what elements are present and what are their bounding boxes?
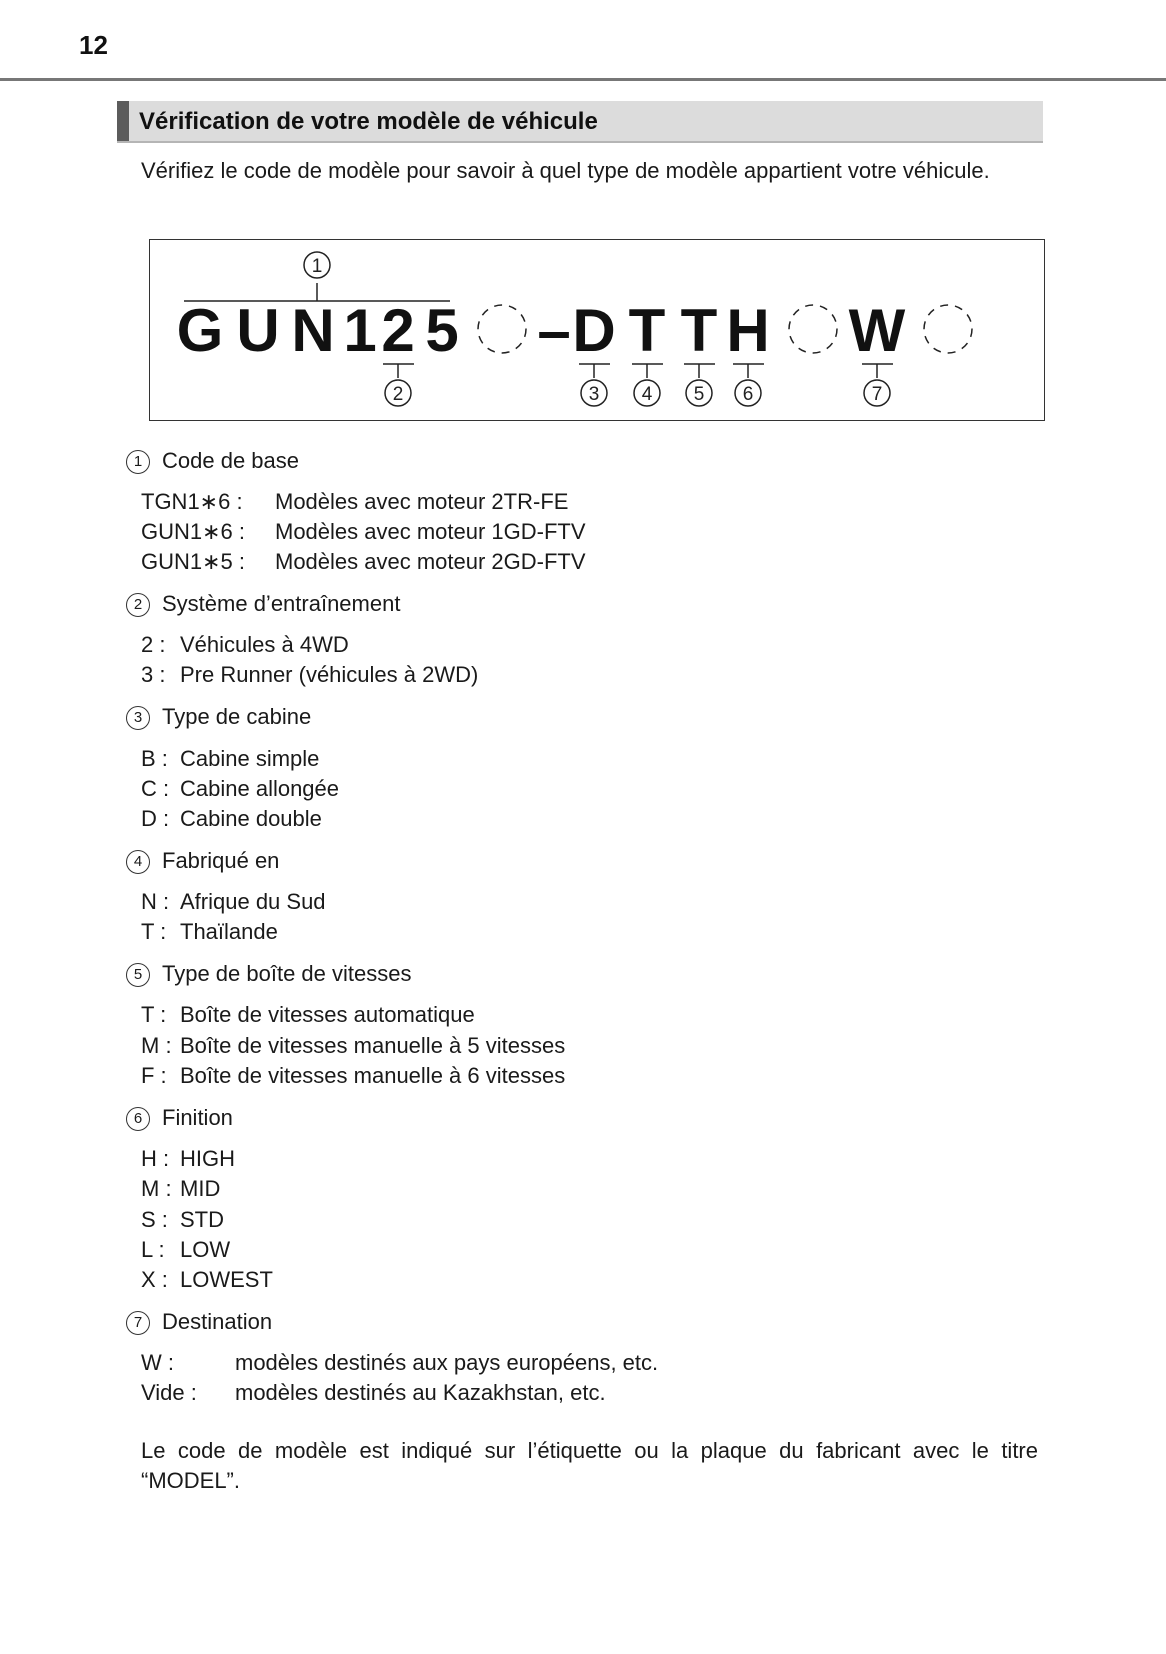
item-number-5: 5 [126, 963, 150, 987]
row-value: Modèles avec moteur 2GD-FTV [275, 549, 586, 574]
row-value: LOW [180, 1237, 231, 1262]
list-item [141, 804, 322, 834]
item-heading-2 [126, 589, 400, 619]
page-number: 12 [79, 30, 108, 60]
row-key: C : [141, 776, 170, 801]
row-value: Cabine simple [180, 746, 320, 771]
row-key: S : [141, 1207, 168, 1232]
section-header [117, 101, 1043, 143]
item-number-6: 6 [126, 1107, 150, 1131]
item-title-1: Code de base [162, 448, 299, 473]
row-key: M : [141, 1176, 172, 1201]
item-title-6: Finition [162, 1105, 233, 1130]
list-item [141, 1061, 566, 1091]
row-key: T : [141, 919, 167, 944]
code-char: W [848, 297, 906, 364]
code-char: 5 [425, 297, 459, 364]
list-item [141, 1144, 235, 1174]
marker-6: 6 [742, 384, 754, 405]
list-item [141, 1031, 566, 1061]
list-item [141, 1174, 221, 1204]
list-item [141, 744, 320, 774]
row-value: Véhicules à 4WD [180, 632, 349, 657]
row-key: F : [141, 1063, 167, 1088]
item-title-7: Destination [162, 1309, 273, 1334]
code-char: D [572, 297, 616, 364]
list-item [141, 1000, 475, 1030]
row-value: Pre Runner (véhicules à 2WD) [180, 662, 479, 687]
item-number-7: 7 [126, 1311, 150, 1335]
row-value: modèles destinés aux pays européens, etc. [235, 1350, 659, 1375]
marker-2: 2 [392, 384, 404, 405]
item-title-5: Type de boîte de vitesses [162, 961, 412, 986]
list-item [141, 1378, 606, 1408]
item-title-4: Fabriqué en [162, 848, 280, 873]
code-char: T [628, 297, 666, 364]
row-value: STD [180, 1207, 224, 1232]
row-value: Boîte de vitesses manuelle à 6 vitesses [180, 1063, 566, 1088]
row-value: MID [180, 1176, 221, 1201]
marker-5: 5 [693, 384, 705, 405]
row-key: 3 : [141, 662, 166, 687]
code-dash: – [537, 297, 571, 364]
row-value: Modèles avec moteur 1GD-FTV [275, 519, 586, 544]
row-key: GUN1∗5 : [141, 549, 246, 574]
list-item [141, 1205, 224, 1235]
code-char: T [680, 297, 718, 364]
row-value: Cabine double [180, 806, 322, 831]
marker-7: 7 [871, 384, 883, 405]
item-number-3: 3 [126, 706, 150, 730]
row-key: L : [141, 1237, 165, 1262]
list-item [141, 660, 479, 690]
row-key: X : [141, 1267, 168, 1292]
code-char: N [291, 297, 335, 364]
row-value: modèles destinés au Kazakhstan, etc. [235, 1380, 606, 1405]
row-key: GUN1∗6 : [141, 519, 246, 544]
code-char: H [726, 297, 770, 364]
intro-paragraph: Vérifiez le code de modèle pour savoir à quel type de modèle appartient votre véhicule. [141, 158, 990, 183]
row-value: Boîte de vitesses automatique [180, 1002, 475, 1027]
row-key: 2 : [141, 632, 166, 657]
item-heading-3 [126, 702, 311, 732]
model-code-svg [150, 240, 1046, 422]
code-char: 2 [381, 297, 415, 364]
row-value: Thaïlande [180, 919, 278, 944]
item-heading-5 [126, 959, 412, 989]
section-title: Vérification de votre modèle de véhicule [139, 108, 598, 135]
item-number-1: 1 [126, 450, 150, 474]
list-item [141, 630, 349, 660]
code-char: U [236, 297, 280, 364]
row-key: M : [141, 1033, 172, 1058]
row-value: Modèles avec moteur 2TR-FE [275, 489, 569, 514]
item-title-2: Système d’entraînement [162, 591, 401, 616]
row-value: HIGH [180, 1146, 235, 1171]
section-header-bar [117, 101, 129, 141]
item-heading-4 [126, 846, 279, 876]
placeholder-circle [789, 305, 837, 353]
row-key: Vide : [141, 1380, 197, 1405]
row-key: N : [141, 889, 170, 914]
row-key: D : [141, 806, 170, 831]
item-number-4: 4 [126, 850, 150, 874]
row-value: LOWEST [180, 1267, 273, 1292]
list-item [141, 1348, 659, 1378]
placeholder-circle [924, 305, 972, 353]
placeholder-circle [478, 305, 526, 353]
row-key: B : [141, 746, 168, 771]
item-number-2: 2 [126, 593, 150, 617]
header-rule [0, 78, 1166, 81]
list-item [141, 517, 586, 547]
item-heading-7 [126, 1307, 272, 1337]
code-char: 1 [343, 297, 377, 364]
item-heading-1 [126, 446, 299, 476]
code-char: G [176, 297, 224, 364]
list-item [141, 1235, 231, 1265]
row-key: W : [141, 1350, 174, 1375]
list-item [141, 487, 569, 517]
row-key: TGN1∗6 : [141, 489, 243, 514]
list-item [141, 1265, 273, 1295]
row-key: T : [141, 1002, 167, 1027]
list-item [141, 774, 340, 804]
row-value: Cabine allongée [180, 776, 340, 801]
item-title-3: Type de cabine [162, 704, 312, 729]
list-item [141, 547, 586, 577]
list-item [141, 917, 278, 947]
model-code-diagram [149, 239, 1045, 421]
row-value: Boîte de vitesses manuelle à 5 vitesses [180, 1033, 566, 1058]
item-heading-6 [126, 1103, 233, 1133]
row-key: H : [141, 1146, 170, 1171]
marker-3: 3 [588, 384, 600, 405]
list-item [141, 887, 326, 917]
marker-1: 1 [311, 256, 323, 277]
note-paragraph: Le code de modèle est indiqué sur l’étiquette ou la plaque du fabricant avec le titre “MODEL”. [141, 1438, 1038, 1493]
row-value: Afrique du Sud [180, 889, 326, 914]
marker-4: 4 [641, 384, 653, 405]
